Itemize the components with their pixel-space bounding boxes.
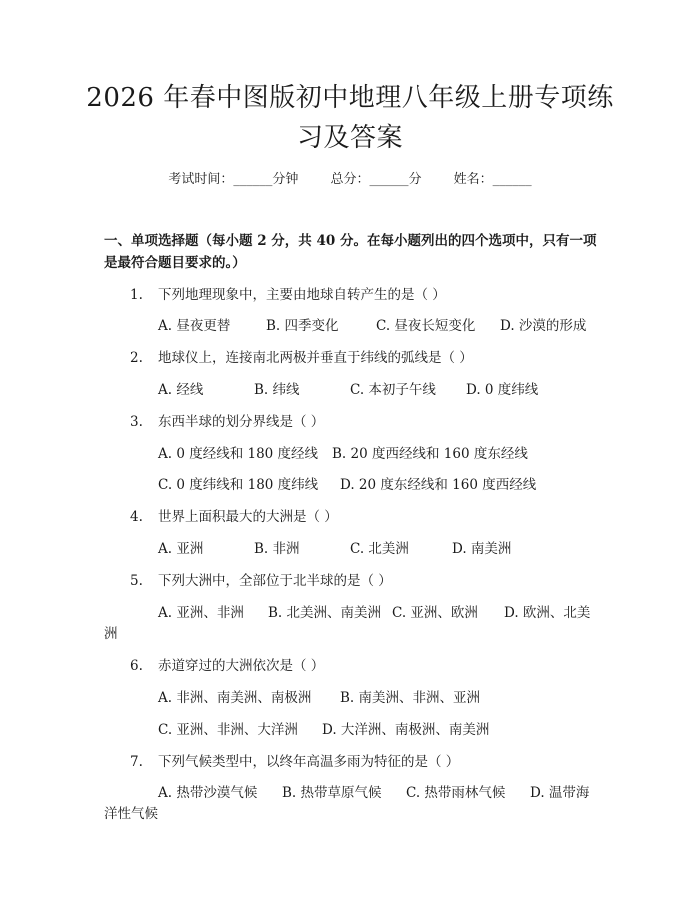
question-number: 4.	[130, 509, 143, 525]
option-c: C. 热带雨林气候	[406, 785, 506, 801]
question-6-options-row-2	[158, 718, 489, 738]
option-a: A. 经线	[158, 382, 204, 398]
option-d: D. 大洋洲、南极洲、南美洲	[322, 722, 490, 738]
option-c: C. 北美洲	[350, 541, 409, 557]
question-3-options-row-1	[158, 442, 528, 462]
section-heading: 一、单项选择题（每小题 2 分，共 40 分。在每小题列出的四个选项中，只有一项是最符合题目要求的。）	[104, 233, 597, 271]
option-d: D. 20 度东经线和 160 度西经线	[340, 477, 537, 493]
question-text: 东西半球的划分界线是（ ）	[158, 414, 325, 430]
question-2	[130, 346, 473, 366]
question-number: 5.	[130, 573, 143, 589]
question-text: 地球仪上，连接南北两极并垂直于纬线的弧线是（ ）	[158, 350, 473, 366]
question-text: 下列气候类型中，以终年高温多雨为特征的是（ ）	[158, 754, 460, 770]
page-title-line-2: 习及答案	[296, 123, 403, 153]
question-7-options	[158, 781, 589, 801]
option-c: C. 昼夜长短变化	[376, 318, 476, 334]
question-number: 7.	[130, 754, 143, 770]
question-6-options-row-1	[158, 686, 480, 706]
page-title-line-1: 2026 年春中图版初中地理八年级上册专项练	[86, 83, 614, 113]
question-text: 下列地理现象中，主要由地球自转产生的是（ ）	[158, 287, 446, 303]
option-b: B. 纬线	[254, 382, 300, 398]
option-d: D. 南美洲	[452, 541, 512, 557]
option-a: A. 非洲、南美洲、南极洲	[158, 690, 312, 706]
question-5	[130, 569, 392, 589]
question-text: 赤道穿过的大洲依次是（ ）	[158, 658, 325, 674]
question-6	[130, 654, 324, 674]
question-number: 1.	[130, 287, 143, 303]
question-3-options-row-2	[158, 473, 536, 493]
question-3	[130, 410, 324, 430]
option-a: A. 热带沙漠气候	[158, 785, 258, 801]
option-a: A. 昼夜更替	[158, 318, 231, 334]
question-2-options	[158, 378, 538, 398]
question-1	[130, 283, 446, 303]
option-d: D. 0 度纬线	[466, 382, 539, 398]
exam-name: 姓名：______	[453, 172, 532, 187]
option-b: B. 南美洲、非洲、亚洲	[340, 690, 481, 706]
option-b: B. 20 度西经线和 160 度东经线	[332, 446, 528, 462]
option-d: D. 沙漠的形成	[500, 318, 587, 334]
option-c: C. 0 度纬线和 180 度纬线	[158, 477, 319, 493]
question-text: 下列大洲中，全部位于北半球的是（ ）	[158, 573, 392, 589]
exam-time: 考试时间：______分钟	[168, 172, 299, 187]
question-number: 3.	[130, 414, 143, 430]
question-7-option-d-wrap: 洋性气候	[104, 806, 158, 822]
question-5-options	[158, 601, 590, 621]
question-1-options	[158, 314, 586, 334]
option-b: B. 热带草原气候	[282, 785, 382, 801]
option-c: C. 亚洲、欧洲	[392, 605, 478, 621]
exam-meta	[0, 168, 700, 187]
question-text: 世界上面积最大的大洲是（ ）	[158, 509, 338, 525]
question-4	[130, 505, 338, 525]
question-number: 2.	[130, 350, 143, 366]
option-c: C. 本初子午线	[350, 382, 436, 398]
option-b: B. 北美洲、南美洲	[268, 605, 382, 621]
option-a: A. 亚洲	[158, 541, 204, 557]
option-a: A. 亚洲、非洲	[158, 605, 244, 621]
option-a: A. 0 度经线和 180 度经线	[158, 446, 319, 462]
question-number: 6.	[130, 658, 143, 674]
option-d: D. 温带海	[530, 785, 590, 801]
question-4-options	[158, 537, 511, 557]
option-d: D. 欧洲、北美	[504, 605, 591, 621]
option-c: C. 亚洲、非洲、大洋洲	[158, 722, 298, 738]
question-5-option-d-wrap: 洲	[104, 626, 118, 642]
option-b: B. 四季变化	[266, 318, 339, 334]
question-7	[130, 750, 459, 770]
option-b: B. 非洲	[254, 541, 300, 557]
exam-score: 总分：______分	[330, 172, 422, 187]
